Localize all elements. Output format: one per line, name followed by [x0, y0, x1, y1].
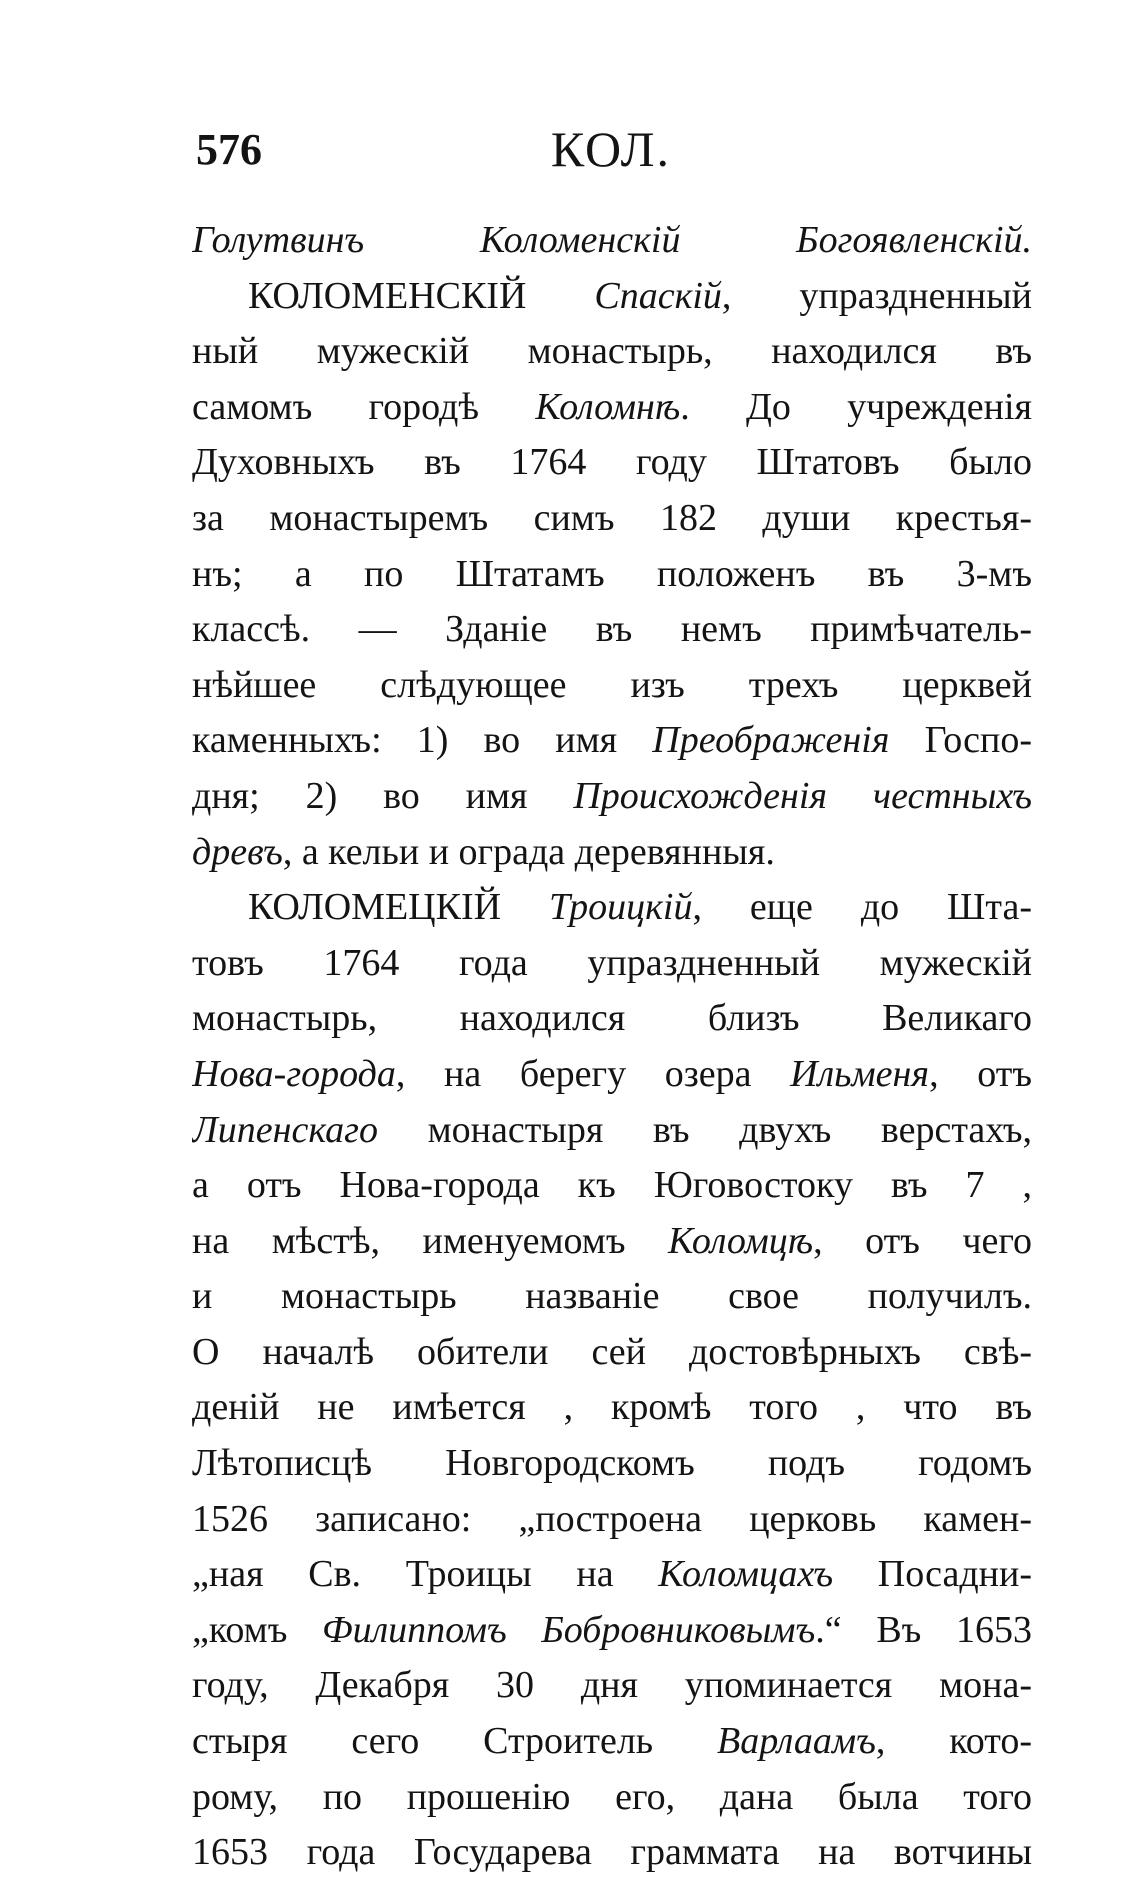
italic-text-segment: древъ [192, 830, 283, 873]
text-segment: году, Декабря 30 дня упоминается мона- [192, 1664, 1032, 1707]
text-line [192, 1436, 1032, 1492]
text-segment: , кото- [875, 1720, 1032, 1763]
text-segment: а отъ Нова-города къ Юговостоку въ 7 , [192, 1164, 1032, 1207]
text-line [192, 880, 1032, 936]
italic-text-segment: Преображенія [652, 719, 890, 762]
text-line [192, 936, 1032, 992]
text-segment: деній не имѣется , кромѣ того , что въ [192, 1386, 1032, 1429]
text-segment: монастырь, находился близъ Великаго [192, 997, 1032, 1040]
italic-text-segment: Коломнѣ [535, 385, 681, 428]
text-segment: монастыря въ двухъ верстахъ, [377, 1108, 1032, 1151]
text-segment: товъ 1764 года упраздненный мужескій [192, 941, 1032, 984]
text-segment: , отъ [929, 1052, 1032, 1095]
text-segment: О началѣ обители сей достовѣрныхъ свѣ- [192, 1330, 1032, 1373]
italic-text-segment: Ильменя [790, 1052, 930, 1095]
italic-text-segment: Филиппомъ Бобровниковымъ [322, 1608, 816, 1651]
text-segment: дня; 2) во имя [192, 774, 574, 817]
text-line [192, 1158, 1032, 1214]
text-line [192, 269, 1032, 325]
text-line [192, 1770, 1032, 1826]
text-segment: , на берегу озера [395, 1052, 791, 1095]
italic-text-segment: Варлаамъ [717, 1720, 876, 1763]
text-segment: , а кельи и ограда деревянныя. [282, 830, 775, 873]
running-head: КОЛ. [550, 121, 672, 177]
italic-text-segment: Липенскаго [192, 1108, 378, 1151]
text-segment: рому, по прошенію его, дана была того [192, 1775, 1032, 1818]
text-line [192, 1658, 1032, 1714]
text-line [192, 1325, 1032, 1381]
text-line [192, 713, 1032, 769]
page-header [196, 118, 1026, 188]
text-segment: нъ; а по Штатамъ положенъ въ 3-мъ [192, 552, 1032, 595]
text-line [192, 435, 1032, 491]
italic-text-segment: Коломцахъ [658, 1553, 834, 1596]
text-line [192, 213, 1032, 269]
text-segment: 1653 года Государева граммата на вотчины [192, 1831, 1032, 1874]
text-segment: КОЛОМЕНСКІЙ [248, 274, 595, 317]
italic-text-segment: Троицкій [548, 886, 693, 929]
text-segment: и монастырь названіе свое получилъ. [192, 1275, 1032, 1318]
text-segment: за монастыремъ симъ 182 души крестья- [192, 496, 1032, 539]
text-segment: Посадни- [833, 1553, 1032, 1596]
text-line [192, 1825, 1032, 1881]
text-line [192, 324, 1032, 380]
text-segment: Лѣтописцѣ Новгородскомъ подъ годомъ [192, 1442, 1032, 1485]
text-segment: Госпо- [889, 719, 1032, 762]
text-segment: нѣйшее слѣдующее изъ трехъ церквей [192, 663, 1032, 706]
text-segment: 1526 записано: „построена церковь камен- [192, 1497, 1032, 1540]
text-segment: классѣ. — Зданіе въ немъ примѣчатель- [192, 608, 1032, 651]
italic-text-segment: Происхожденія честныхъ [573, 774, 1032, 817]
text-segment: КОЛОМЕЦКІЙ [248, 886, 549, 929]
text-segment: , еще до Шта- [692, 886, 1032, 929]
body-text [192, 213, 1032, 1881]
italic-text-segment: Голутвинъ Коломенскій Богоявленскій. [192, 219, 1032, 261]
text-segment: стыря сего Строитель [192, 1720, 718, 1763]
text-line [192, 1214, 1032, 1270]
text-segment: .“ Въ 1653 [815, 1608, 1032, 1651]
text-line [192, 825, 1032, 881]
text-line [192, 1269, 1032, 1325]
text-line [192, 769, 1032, 825]
text-segment: каменныхъ: 1) во имя [192, 719, 653, 762]
italic-text-segment: Спаскій [594, 274, 722, 317]
text-line [192, 1103, 1032, 1159]
text-segment: ный мужескій монастырь, находился въ [192, 330, 1032, 373]
text-line [192, 1714, 1032, 1770]
text-segment: . До учрежденія [680, 385, 1032, 428]
text-line [192, 1047, 1032, 1103]
text-segment: Духовныхъ въ 1764 году Штатовъ было [192, 441, 1032, 484]
text-line [192, 491, 1032, 547]
text-line [192, 380, 1032, 436]
text-segment: , упраздненный [721, 274, 1032, 317]
text-line [192, 658, 1032, 714]
text-line [192, 547, 1032, 603]
text-line [192, 1492, 1032, 1548]
text-segment: самомъ городѣ [192, 385, 536, 428]
text-line [192, 602, 1032, 658]
text-segment: „комъ [192, 1608, 323, 1651]
italic-text-segment: Коломцѣ [668, 1219, 814, 1262]
text-line [192, 1547, 1032, 1603]
text-line [192, 991, 1032, 1047]
text-segment: на мѣстѣ, именуемомъ [192, 1219, 669, 1262]
text-line [192, 1380, 1032, 1436]
page-number: 576 [196, 125, 262, 174]
italic-text-segment: Нова-города [192, 1052, 396, 1095]
text-line [192, 1603, 1032, 1659]
text-segment: „ная Св. Троицы на [192, 1553, 659, 1596]
text-segment: , отъ чего [813, 1219, 1032, 1262]
